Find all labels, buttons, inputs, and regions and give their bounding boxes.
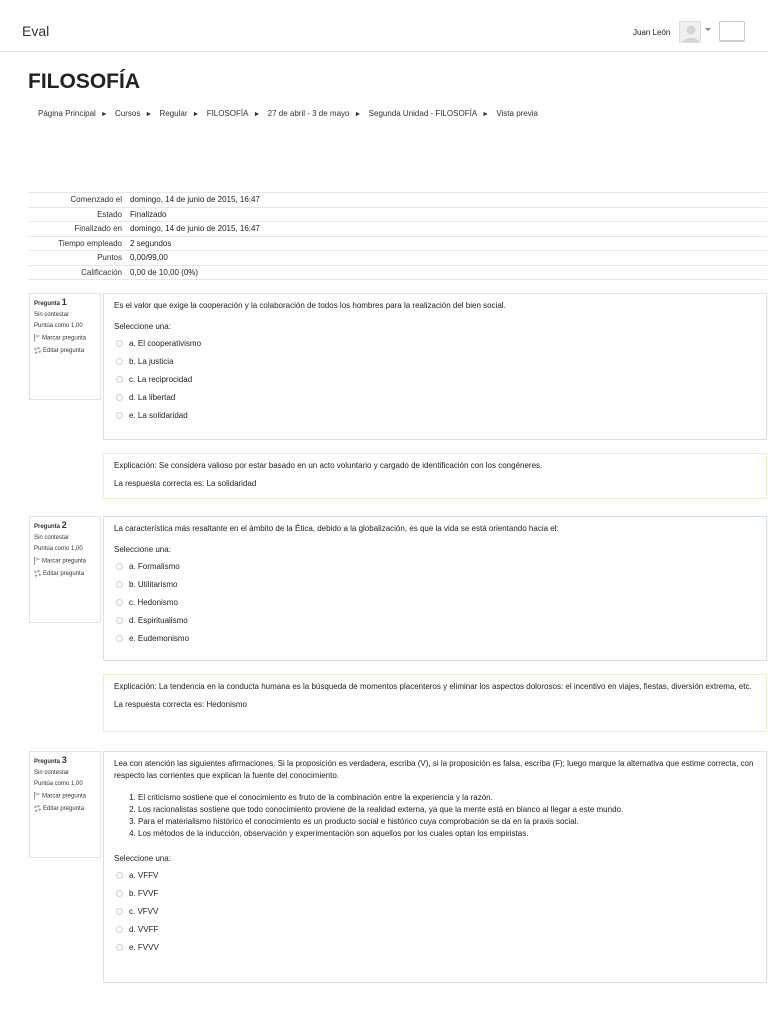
question-content-3 (103, 751, 767, 983)
flag-question-label: Marcar pregunta (42, 558, 87, 565)
summary-label: Comenzado el (70, 195, 122, 205)
radio-button[interactable] (116, 358, 123, 365)
navbar (0, 0, 768, 52)
question-number: 2 (61, 520, 67, 530)
flag-question-label: Marcar pregunta (42, 335, 87, 342)
radio-button[interactable] (116, 635, 123, 642)
gear-icon (34, 570, 41, 577)
question-info-2 (29, 516, 101, 623)
answer-option-label[interactable]: a. VFFV (129, 871, 159, 880)
answer-option[interactable] (114, 633, 756, 644)
question-prompt: Seleccione una: (114, 854, 171, 863)
answer-option-label[interactable]: e. Eudemonismo (129, 634, 190, 643)
edit-question-link[interactable] (34, 805, 96, 812)
statement-item: 3. Para el materialismo histórico el conocimiento es un producto social e histórico cuya comprobación se da en la praxis social. (138, 816, 756, 828)
question-text: Es el valor que exige la cooperación y la colaboración de todos los hombres para la realización del bien social. (114, 301, 506, 310)
statement-item: 1. El criticismo sostiene que el conocimiento es fruto de la combinación entre la experiencia y la razón. (138, 792, 756, 804)
question-label: Pregunta (34, 301, 61, 307)
question-points: Puntúa como 1,00 (34, 546, 83, 552)
question-label: Pregunta (34, 759, 61, 765)
question-text: La característica más resaltante en el ámbito de la Ética, debido a la globalización, es que la vida se está orientando hacia el: (114, 524, 559, 533)
question-info-1 (29, 293, 101, 400)
question-status: Sin contestar (34, 770, 70, 776)
answer-option-label[interactable]: e. FVVV (129, 943, 159, 952)
edit-question-link[interactable] (34, 347, 96, 354)
flag-question-label: Marcar pregunta (42, 793, 87, 800)
answer-option-label[interactable]: c. La reciprocidad (129, 375, 193, 384)
radio-button[interactable] (116, 617, 123, 624)
radio-button[interactable] (116, 599, 123, 606)
answer-option[interactable] (114, 888, 756, 899)
question-label: Pregunta (34, 524, 61, 530)
radio-button[interactable] (116, 563, 123, 570)
answer-option-label[interactable]: a. Formalismo (129, 562, 180, 571)
answer-option-label[interactable]: d. Espiritualismo (129, 616, 188, 625)
summary-label: Calificación (81, 267, 122, 277)
question-status: Sin contestar (34, 312, 70, 318)
breadcrumb-item[interactable]: Página Principal (38, 109, 96, 118)
summary-row (29, 236, 767, 251)
brand-link[interactable]: Eval (22, 23, 50, 39)
answer-option[interactable] (114, 392, 756, 403)
summary-row (29, 251, 767, 266)
answer-option[interactable] (114, 338, 756, 349)
breadcrumb-item[interactable]: Vista previa (496, 109, 538, 118)
explanation-text: Explicación: La tendencia en la conducta humana es la búsqueda de momentos placenteros y eliminar los aspectos dolorosos: el incentivo en viajes, fiestas, diversión extrema, etc. (114, 682, 752, 691)
breadcrumb-separator-icon: ► (253, 111, 261, 118)
answer-option-label[interactable]: b. Utilitarismo (129, 580, 178, 589)
statements-list (138, 792, 756, 840)
breadcrumb-item[interactable]: Cursos (114, 109, 141, 118)
question-number: 3 (61, 755, 67, 765)
summary-value: Finalizado (130, 209, 167, 219)
question-text: Lea con atención las siguientes afirmaciones. Si la proposición es verdadera, escriba (V), si la proposición es falsa, escriba (F); luego marque la alternativa que estime correcta, con respecto las corrientes que explican la fuente del conocimiento. (114, 759, 754, 780)
attempt-summary-table (29, 192, 767, 280)
answer-option[interactable] (114, 579, 756, 590)
correct-answer-text: La respuesta correcta es: Hedonismo (114, 700, 247, 709)
answer-option[interactable] (114, 924, 756, 935)
question-feedback-1 (103, 453, 767, 499)
explanation-text: Explicación: Se considera valioso por estar basado en un acto voluntario y cargado de identificación con los congéneres. (114, 461, 543, 470)
summary-row (29, 207, 767, 222)
answer-option-label[interactable]: c. Hedonismo (129, 598, 178, 607)
answer-option-label[interactable]: a. El cooperativismo (129, 339, 202, 348)
question-info-3 (29, 751, 101, 858)
statement-item: 2. Los racionalistas sostiene que todo conocimiento proviene de la realidad externa, ya que la mente está en blanco al llegar a este mundo. (138, 804, 756, 816)
answer-option[interactable] (114, 410, 756, 421)
edit-question-label: Editar pregunta (43, 571, 85, 578)
radio-button[interactable] (116, 376, 123, 383)
flag-icon (34, 557, 40, 565)
answer-option-label[interactable]: e. La solidaridad (129, 411, 188, 420)
flag-icon (34, 792, 40, 800)
summary-label: Tiempo empleado (58, 238, 122, 248)
breadcrumb-separator-icon: ► (145, 111, 153, 118)
answer-option[interactable] (114, 942, 756, 953)
page-title: FILOSOFÍA (28, 70, 140, 93)
flag-question-link[interactable] (34, 792, 96, 800)
answer-option-label[interactable]: b. La justicia (129, 357, 174, 366)
breadcrumb-separator-icon: ► (354, 111, 362, 118)
flag-icon (34, 334, 40, 342)
answer-option[interactable] (114, 870, 756, 881)
breadcrumb-item[interactable]: FILOSOFÍA (206, 109, 249, 118)
gear-icon (34, 347, 41, 354)
edit-question-label: Editar pregunta (43, 348, 85, 355)
question-content-1 (103, 293, 767, 440)
answer-option[interactable] (114, 374, 756, 385)
edit-question-link[interactable] (34, 570, 96, 577)
correct-answer-text: La respuesta correcta es: La solidaridad (114, 479, 257, 488)
menu-toggle-button[interactable] (719, 21, 745, 42)
flag-question-link[interactable] (34, 557, 96, 565)
question-number: 1 (61, 297, 67, 307)
answer-option-label[interactable]: c. VFVV (129, 907, 159, 916)
edit-question-label: Editar pregunta (43, 806, 85, 813)
question-points: Puntúa como 1,00 (34, 781, 83, 787)
answer-option[interactable] (114, 906, 756, 917)
summary-value: 0,00 de 10,00 (0%) (130, 267, 199, 277)
summary-label: Puntos (97, 253, 122, 263)
answer-option[interactable] (114, 615, 756, 626)
answer-option-label[interactable]: d. VVFF (129, 925, 159, 934)
summary-label: Finalizado en (74, 224, 122, 234)
radio-button[interactable] (116, 394, 123, 401)
gear-icon (34, 805, 41, 812)
summary-value: 2 segundos (130, 238, 172, 248)
radio-button[interactable] (116, 872, 123, 879)
radio-button[interactable] (116, 340, 123, 347)
question-status: Sin contestar (34, 535, 70, 541)
radio-button[interactable] (116, 581, 123, 588)
answer-option-label[interactable]: d. La libertad (129, 393, 176, 402)
answer-option[interactable] (114, 356, 756, 367)
question-prompt: Seleccione una: (114, 545, 171, 554)
summary-label: Estado (97, 209, 122, 219)
question-points: Puntúa como 1,00 (34, 323, 83, 329)
summary-value: 0,00/99,00 (130, 253, 168, 263)
breadcrumb-item[interactable]: Regular (159, 109, 188, 118)
question-prompt: Seleccione una: (114, 322, 171, 331)
summary-row (29, 193, 767, 208)
answer-option[interactable] (114, 561, 756, 572)
breadcrumb-separator-icon: ► (192, 111, 200, 118)
statement-item: 4. Los métodos de la inducción, observación y experimentación son aquellos por los cuales optan los empiristas. (138, 828, 756, 840)
radio-button[interactable] (116, 944, 123, 951)
answer-option-label[interactable]: b. FVVF (129, 889, 159, 898)
breadcrumb-item[interactable]: Segunda Unidad - FILOSOFÍA (368, 109, 478, 118)
answer-option[interactable] (114, 597, 756, 608)
breadcrumb-item[interactable]: 27 de abril - 3 de mayo (267, 109, 350, 118)
question-feedback-2 (103, 674, 767, 732)
avatar[interactable] (679, 21, 701, 43)
flag-question-link[interactable] (34, 334, 96, 342)
radio-button[interactable] (116, 890, 123, 897)
summary-row (29, 265, 767, 280)
radio-button[interactable] (116, 908, 123, 915)
breadcrumb-separator-icon: ► (482, 111, 490, 118)
breadcrumb (38, 109, 538, 118)
user-name[interactable]: Juan León (633, 28, 671, 37)
user-avatar-icon (680, 22, 701, 43)
radio-button[interactable] (116, 412, 123, 419)
breadcrumb-separator-icon: ► (100, 111, 108, 118)
question-content-2 (103, 516, 767, 661)
user-menu-chevron-down-icon[interactable] (705, 28, 711, 31)
summary-value: domingo, 14 de junio de 2015, 16:47 (130, 224, 260, 234)
summary-value: domingo, 14 de junio de 2015, 16:47 (130, 195, 260, 205)
summary-row (29, 222, 767, 237)
radio-button[interactable] (116, 926, 123, 933)
